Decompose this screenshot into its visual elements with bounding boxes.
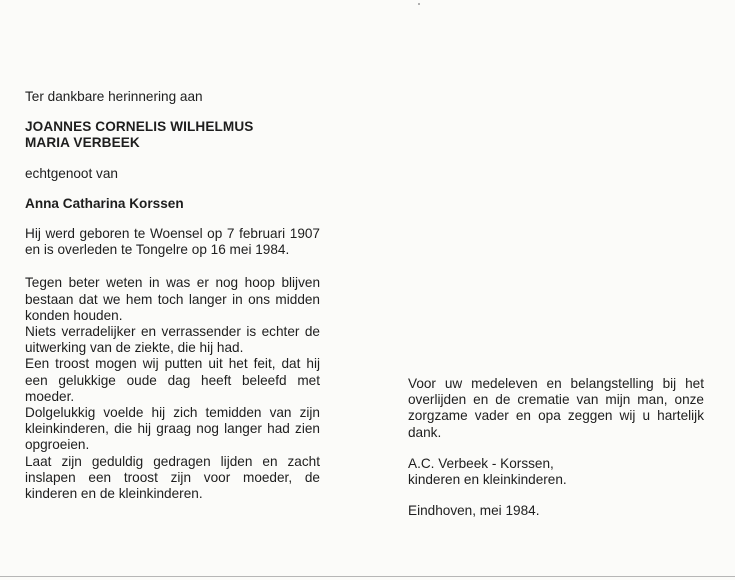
paragraph-illness: Niets verradelijker en verrassender is echter de uitwerking van de ziekte, die hij had.	[25, 324, 320, 356]
paragraph-suffering: Laat zijn geduldig gedragen lijden en zacht inslapen een troost zijn voor moeder, de kinderen en de kleinkinderen.	[25, 453, 320, 502]
signature	[408, 456, 704, 488]
place-date: Eindhoven, mei 1984.	[408, 503, 540, 519]
paragraph-grandchildren: Dolgelukkig voelde hij zich temidden van zijn kleinkinderen, die hij graag nog langer had zien opgroeien.	[25, 405, 320, 453]
birth-death-text: Hij werd geboren te Woensel op 7 februari 1907 en is overleden te Tongelre op 16 mei 1984.	[25, 226, 320, 258]
left-column	[25, 89, 320, 502]
spouse-name: Anna Catharina Korssen	[25, 195, 184, 211]
scan-speck	[418, 3, 420, 5]
deceased-name-line2: MARIA VERBEEK	[25, 135, 140, 151]
deceased-name	[25, 119, 320, 151]
signature-line1: A.C. Verbeek - Korssen,	[408, 455, 554, 471]
paragraph-hope: Tegen beter weten in was er nog hoop blijven bestaan dat we hem toch langer in ons midden konden houden.	[25, 275, 320, 323]
card-edge-line	[0, 576, 735, 577]
signature-line2: kinderen en kleinkinderen.	[408, 472, 567, 488]
deceased-name-line1: JOANNES CORNELIS WILHELMUS	[25, 119, 254, 135]
right-column	[408, 376, 704, 519]
paragraph-comfort: Een troost mogen wij putten uit het feit, dat hij een gelukkige oude dag heeft beleefd met moeder.	[25, 356, 320, 404]
spouse-label: echtgenoot van	[25, 165, 118, 181]
intro-text: Ter dankbare herinnering aan	[25, 89, 203, 104]
thanks-text: Voor uw medeleven en belangstelling bij het overlijden en de crematie van mijn man, onze zorgzame vader en opa zeggen wij u hartelijk dank.	[408, 376, 704, 440]
